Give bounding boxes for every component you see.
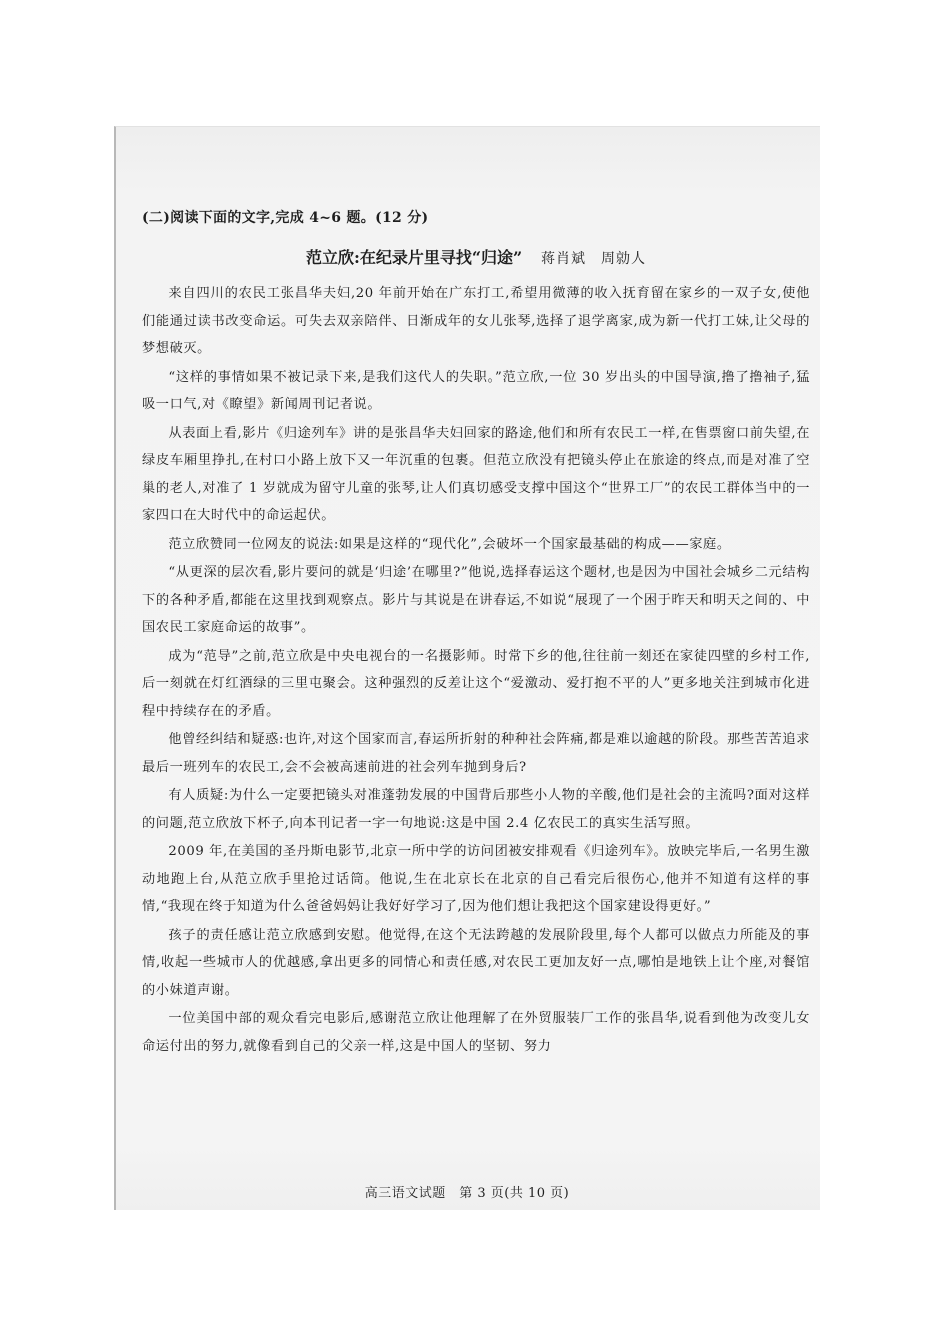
paragraph: 有人质疑:为什么一定要把镜头对准蓬勃发展的中国背后那些小人物的辛酸,他们是社会的主流吗?面对这样的问题,范立欣放下杯子,向本刊记者一字一句地说:这是中国 2.4 亿农民工的真实生活写照。 bbox=[142, 788, 810, 831]
article-authors: 蒋肖斌 周勍人 bbox=[541, 251, 647, 267]
article-header bbox=[142, 245, 810, 268]
paragraph: 一位美国中部的观众看完电影后,感谢范立欣让他理解了在外贸服装厂工作的张昌华,说看到他为改变儿女命运付出的努力,就像看到自己的父亲一样,这是中国人的坚韧、努力 bbox=[142, 1011, 810, 1054]
article-body bbox=[142, 280, 810, 1060]
paragraph: 成为“范导”之前,范立欣是中央电视台的一名摄影师。时常下乡的他,往往前一刻还在家徒四壁的乡村工作,后一刻就在灯红酒绿的三里屯聚会。这种强烈的反差让这个“爱激动、爱打抱不平的人”更多地关注到城市化进程中持续存在的矛盾。 bbox=[142, 648, 810, 719]
paragraph: 从表面上看,影片《归途列车》讲的是张昌华夫妇回家的路途,他们和所有农民工一样,在售票窗口前失望,在绿皮车厢里挣扎,在村口小路上放下又一年沉重的包裹。但范立欣没有把镜头停止在旅途的终点,而是对准了空巢的老人,对准了 1 岁就成为留守儿童的张琴,让人们真切感受支撑中国这个“世界工厂”的农民工群体当中的一家四口在大时代中的命运起伏。 bbox=[142, 425, 810, 523]
paragraph: 他曾经纠结和疑惑:也许,对这个国家而言,春运所折射的种种社会阵痛,都是难以逾越的阶段。那些苦苦追求最后一班列车的农民工,会不会被高速前进的社会列车抛到身后? bbox=[142, 732, 810, 775]
section-heading: (二)阅读下面的文字,完成 4~6 题。(12 分) bbox=[142, 210, 429, 226]
paragraph: “从更深的层次看,影片要问的就是‘归途’在哪里?”他说,选择春运这个题材,也是因为中国社会城乡二元结构下的各种矛盾,都能在这里找到观察点。影片与其说是在讲春运,不如说“展现了一个困于昨天和明天之间的、中国农民工家庭命运的故事”。 bbox=[142, 565, 810, 635]
paragraph: “这样的事情如果不被记录下来,是我们这代人的失职。”范立欣,一位 30 岁出头的中国导演,撸了撸袖子,猛吸一口气,对《瞭望》新闻周刊记者说。 bbox=[142, 369, 810, 412]
article-title: 范立欣:在纪录片里寻找“归途” bbox=[305, 248, 523, 267]
paragraph: 来自四川的农民工张昌华夫妇,20 年前开始在广东打工,希望用微薄的收入抚育留在家乡的一双子女,使他们能通过读书改变命运。可失去双亲陪伴、日渐成年的女儿张琴,选择了退学离家,成为新一代打工妹,让父母的梦想破灭。 bbox=[142, 286, 810, 356]
page-content bbox=[142, 207, 810, 1061]
paragraph: 范立欣赞同一位网友的说法:如果是这样的“现代化”,会破坏一个国家最基础的构成——家庭。 bbox=[168, 536, 731, 552]
paragraph: 2009 年,在美国的圣丹斯电影节,北京一所中学的访问团被安排观看《归途列车》。放映完毕后,一名男生激动地跑上台,从范立欣手里抢过话筒。他说,生在北京长在北京的自己看完后很伤心,他并不知道有这样的事情,“我现在终于知道为什么爸爸妈妈让我好好学习了,因为他们想让我把这个国家建设得更好。” bbox=[142, 844, 810, 914]
paragraph: 孩子的责任感让范立欣感到安慰。他觉得,在这个无法跨越的发展阶段里,每个人都可以做点力所能及的事情,收起一些城市人的优越感,拿出更多的同情心和责任感,对农民工更加友好一点,哪怕是地铁上让个座,对餐馆的小妹道声谢。 bbox=[142, 927, 810, 998]
page-footer: 高三语文试题 第 3 页(共 10 页) bbox=[364, 1186, 570, 1201]
